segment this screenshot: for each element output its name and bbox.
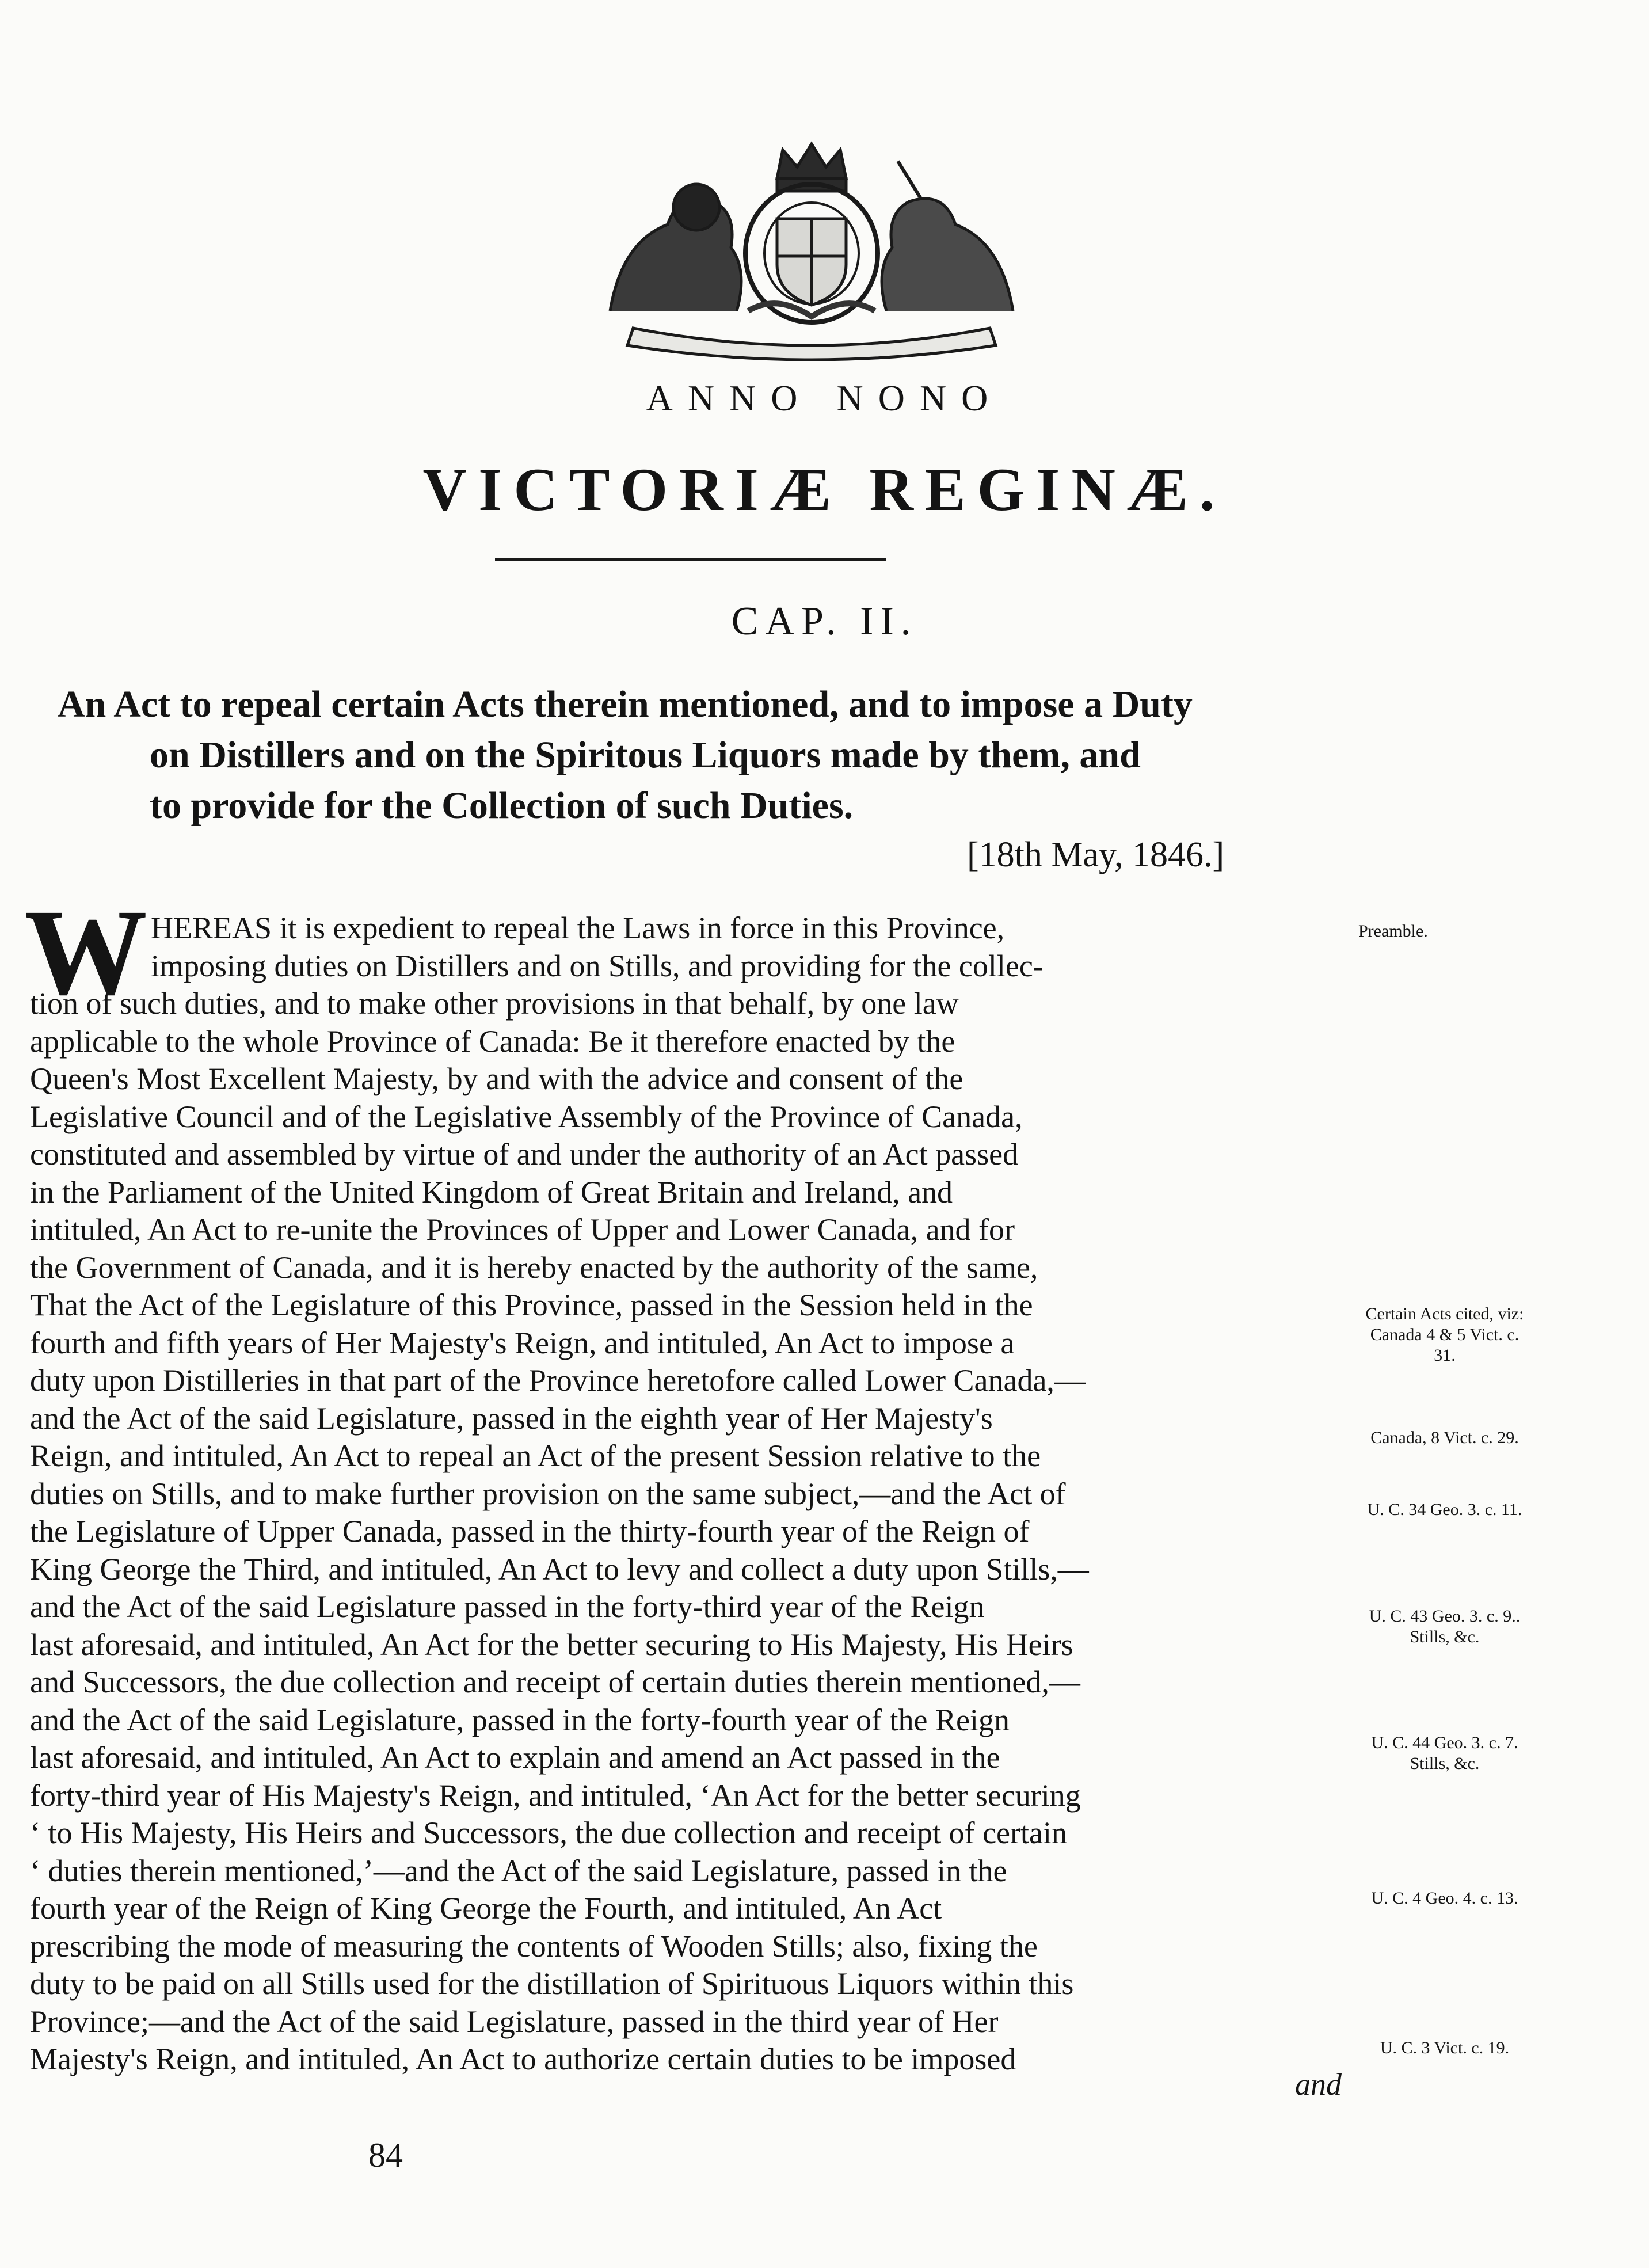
text-line: and the Act of the said Legislature, passed in the forty-fourth year of the Reign [30,1702,1010,1737]
text-line: last aforesaid, and intituled, An Act to explain and amend an Act passed in the [30,1740,1000,1775]
text-line: That the Act of the Legislature of this Province, passed in the Session held in the [30,1288,1033,1322]
text-line: in the Parliament of the United Kingdom of Great Britain and Ireland, and [30,1174,953,1209]
text-line: and the Act of the said Legislature passed in the forty-third year of the Reign [30,1589,985,1624]
page-number: 84 [368,2136,403,2174]
margin-note: Canada, 8 Vict. c. 29. [1370,1428,1519,1447]
text-line: prescribing the mode of measuring the contents of Wooden Stills; also, fixing the [30,1928,1038,1963]
text-line: ‘ to His Majesty, His Heirs and Successors, the due collection and receipt of certain [30,1816,1067,1850]
margin-note: U. C. 43 Geo. 3. c. 9.. Stills, &c. [1369,1607,1521,1646]
text-line: constituted and assembled by virtue of and under the authority of an Act passed [30,1137,1019,1171]
margin-note-preamble: Preamble. [1358,922,1428,941]
text-line: ‘ duties therein mentioned,’—and the Act of the said Legislature, passed in the [30,1853,1007,1888]
royal-coat-of-arms-icon [506,138,1117,363]
catchword: and [1295,2067,1342,2102]
margin-note: U. C. 3 Vict. c. 19. [1380,2038,1510,2057]
title-line: An Act to repeal certain Acts therein mentioned, and to impose a Duty [58,683,1193,725]
text-line: the Legislature of Upper Canada, passed in the thirty-fourth year of the Reign of [30,1514,1030,1548]
act-long-title [58,679,1347,831]
margin-note: U. C. 4 Geo. 4. c. 13. [1371,1889,1518,1908]
drop-capital: W [24,884,147,1021]
assent-date: [18th May, 1846.] [967,835,1225,874]
text-line: Reign, and intituled, An Act to repeal an Act of the present Session relative to the [30,1439,1041,1473]
text-line: tion of such duties, and to make other provisions in that behalf, by one law [30,986,959,1021]
text-line: King George the Third, and intituled, An Act to levy and collect a duty upon Stills,— [30,1551,1089,1586]
chapter-number: CAP. II. [731,599,918,644]
text-line: forty-third year of His Majesty's Reign, and intituled, ‘An Act for the better securing [30,1778,1081,1813]
text-line: applicable to the whole Province of Canada: Be it therefore enacted by the [30,1023,955,1059]
text-line: and the Act of the said Legislature, passed in the eighth year of Her Majesty's [30,1401,993,1436]
margin-note: U. C. 44 Geo. 3. c. 7. Stills, &c. [1371,1733,1518,1773]
text-line: duties on Stills, and to make further provision on the same subject,—and the Act of [30,1476,1066,1511]
margin-note: U. C. 34 Geo. 3. c. 11. [1367,1500,1522,1519]
text-line: fourth and fifth years of Her Majesty's Reign, and intituled, An Act to impose a [30,1325,1015,1360]
text-line: last aforesaid, and intituled, An Act for the better securing to His Majesty, His Heirs [30,1627,1073,1662]
divider [495,558,886,561]
monarch-heading: VICTORIÆ REGINÆ. [422,456,1227,523]
text-line: intituled, An Act to re-unite the Provinces of Upper and Lower Canada, and for [30,1212,1015,1247]
text-line: duty upon Distilleries in that part of the Province heretofore called Lower Canada,— [30,1363,1086,1398]
title-line: to provide for the Collection of such Duties. [150,785,854,827]
text-line: imposing duties on Distillers and on Stills, and providing for the collec- [151,948,1044,983]
regnal-year-heading: ANNO NONO [646,378,1003,418]
text-line: the Government of Canada, and it is hereby enacted by the authority of the same, [30,1250,1038,1285]
text-line: duty to be paid on all Stills used for the distillation of Spirituous Liquors within this [30,1966,1074,2001]
margin-note: Certain Acts cited, viz: Canada 4 & 5 Vict. c. 31. [1365,1304,1524,1365]
text-line: fourth year of the Reign of King George the Fourth, and intituled, An Act [30,1891,942,1925]
preamble-text [30,910,1354,2079]
text-line: Province;—and the Act of the said Legislature, passed in the third year of Her [30,2004,999,2039]
text-line: Majesty's Reign, and intituled, An Act to authorize certain duties to be imposed [30,2042,1016,2076]
text-line: HEREAS it is expedient to repeal the Laws in force in this Province, [151,911,1005,945]
title-line: on Distillers and on the Spiritous Liquors made by them, and [150,734,1141,776]
text-line: Legislative Council and of the Legislative Assembly of the Province of Canada, [30,1099,1023,1134]
text-line: and Successors, the due collection and receipt of certain duties therein mentioned,— [30,1665,1080,1699]
text-line: Queen's Most Excellent Majesty, by and with the advice and consent of the [30,1061,963,1096]
